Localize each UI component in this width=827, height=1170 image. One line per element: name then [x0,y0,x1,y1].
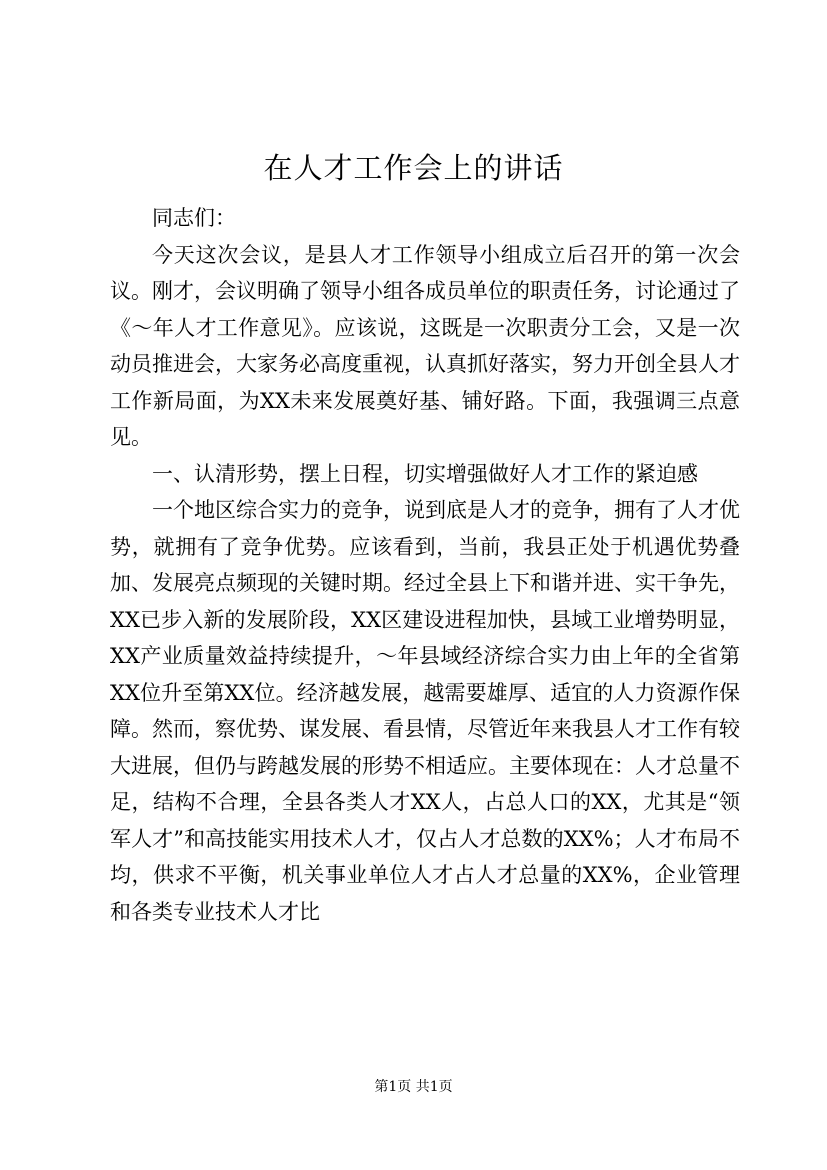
document-title: 在人才工作会上的讲话 [263,151,564,185]
document-body [110,200,740,930]
salutation: 同志们： [152,206,236,230]
paragraph-situation: 一个地区综合实力的竞争，说到底是人才的竞争，拥有了人才优势，就拥有了竞争优势。应该看到，当前，我县正处于机遇优势叠加、发展亮点频现的关键时期。经过全县上下和谐并进、实干争先，XX已步入新的发展阶段，XX区建设进程加快，县域工业增势明显，XX产业质量效益持续提升，～年县域经济综合实力由上年的全省第XX位升至第XX位。经济越发展，越需要雄厚、适宜的人力资源作保障。然而，察优势、谋发展、看县情，尽管近年来我县人才工作有较大进展，但仍与跨越发展的形势不相适应。主要体现在：人才总量不足，结构不合理，全县各类人才XX人，占总人口的XX，尤其是“领军人才”和高技能实用技术人才，仅占人才总数的XX%；人才布局不均，供求不平衡，机关事业单位人才占人才总量的XX%，企业管理和各类专业技术人才比 [110,498,740,924]
paragraph-intro: 今天这次会议，是县人才工作领导小组成立后召开的第一次会议。刚才，会议明确了领导小组各成员单位的职责任务，讨论通过了《～年人才工作意见》。应该说，这既是一次职责分工会，又是一次动员推进会，大家务必高度重视，认真抓好落实，努力开创全县人才工作新局面，为XX未来发展奠好基、铺好路。下面，我强调三点意见。 [110,242,740,449]
page-footer: 第1页 共1页 [374,1079,453,1095]
section-heading-1: 一、认清形势，摆上日程，切实增强做好人才工作的紧迫感 [152,461,698,486]
